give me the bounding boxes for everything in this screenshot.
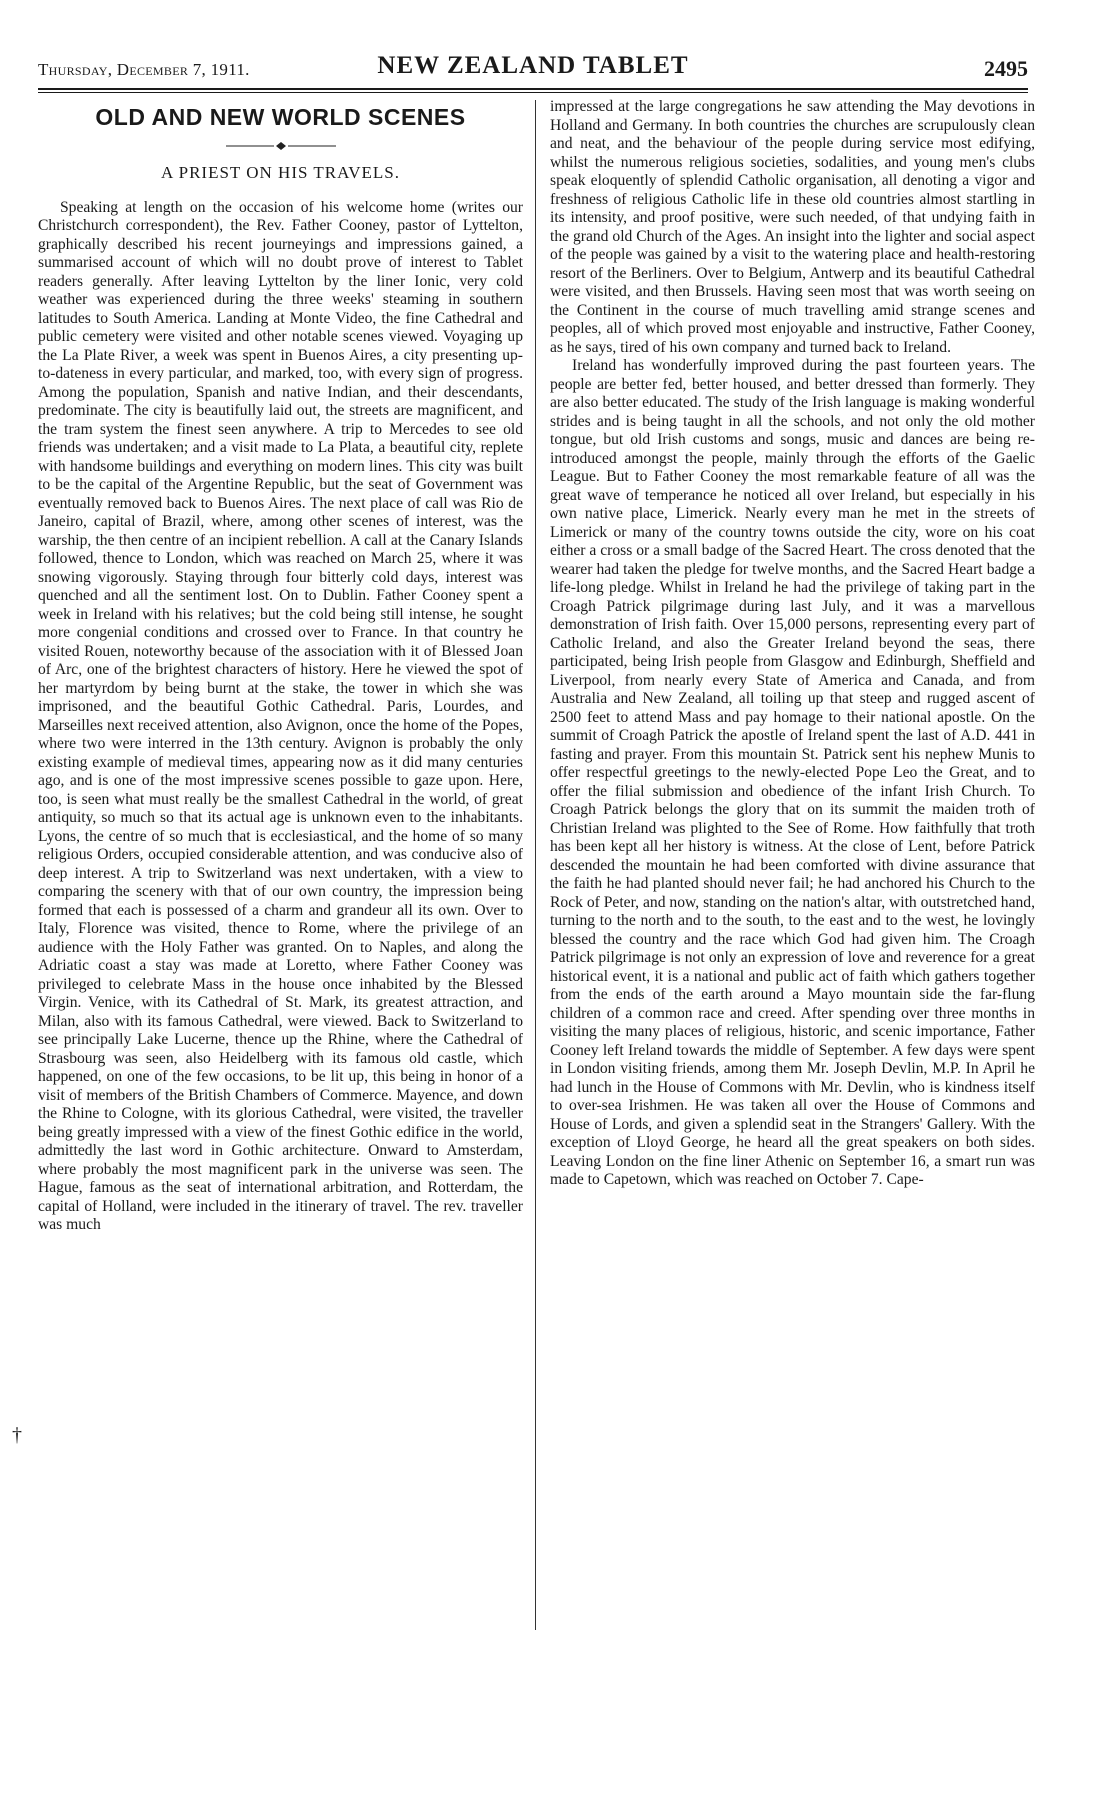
right-column: [550, 98, 1035, 1190]
header-rule-top: [38, 88, 1028, 90]
ornament-rule: [226, 142, 336, 150]
header-page-number: 2495: [984, 56, 1028, 81]
margin-mark: †: [12, 1424, 22, 1446]
header-title: NEW ZEALAND TABLET: [377, 52, 689, 79]
article-subheadline: A PRIEST ON HIS TRAVELS.: [161, 163, 400, 182]
header-date: Thursday, December 7, 1911.: [38, 60, 250, 79]
article-paragraph: impressed at the large congregations he saw attending the May devotions in Holland and Germany. In both countries the churches are scrupulously clean and neat, and the behaviour of the people during service most edifying, whilst the numerous religious societies, sodalities, and young men's clubs speak eloquently of splendid Catholic organisation, all denoting a vigor and freshness of religious Catholic life in these old countries almost startling in its intensity, and proof positive, were such needed, of that undying faith in the grand old Church of the Ages. An insight into the lighter and social aspect of the people was gained by a visit to the watering place and health-restoring resort of the Berliners. Over to Belgium, Antwerp and its beautiful Cathedral were visited, and then Brussels. Having seen most that was worth seeing on the Continent in the course of much travelling amid strange scenes and peoples, all of which proved most enjoyable and instructive, Father Cooney, as he says, tired of his own company and turned back to Ireland.: [550, 98, 1035, 356]
column-divider: [535, 100, 536, 1630]
article-headline: OLD AND NEW WORLD SCENES: [95, 104, 466, 130]
header-rule-bottom: [38, 92, 1028, 93]
page-header: [38, 52, 1028, 86]
article-paragraph: Speaking at length on the occasion of his welcome home (writes our Christchurch correspondent), the Rev. Father Cooney, pastor of Lyttelton, graphically described his recent journeyings and impressions gained, a summarised account of which will no doubt prove of interest to Tablet readers generally. After leaving Lyttelton by the liner Ionic, very cold weather was experienced during the three weeks' steaming in southern latitudes to South America. Landing at Monte Video, the fine Cathedral and public cemetery were visited and other notable scenes viewed. Voyaging up the La Plate River, a week was spent in Buenos Aires, a city presenting up-to-dateness in every particular, and marked, too, with every sign of progress. Among the population, Spanish and native Indian, and their descendants, predominate. The city is beautifully laid out, the streets are magnificent, and the tram system the finest seen anywhere. A trip to Mercedes to see old friends was undertaken; and a visit made to La Plata, a beautiful city, replete with handsome buildings and everything on modern lines. This city was built to be the capital of the Argentine Republic, but the seat of Government was eventually removed back to Buenos Aires. The next place of call was Rio de Janeiro, capital of Brazil, where, among other scenes of interest, was the warship, the then centre of an incipient rebellion. A call at the Canary Islands followed, thence to London, which was reached on March 25, where it was snowing vigorously. Staying through four bitterly cold days, interest was quenched and all the sentiment lost. On to Dublin. Father Cooney spent a week in Ireland with his relatives; but the cold being still intense, he sought more congenial conditions and crossed over to France. In that country he visited Rouen, noteworthy because of the association with it of Blessed Joan of Arc, one of the brightest characters of history. Here he viewed the spot of her martyrdom by being burnt at the stake, the tower in which she was imprisoned, and the beautiful Gothic Cathedral. Paris, Lourdes, and Marseilles next received attention, also Avignon, once the home of the Popes, where two were interred in the 13th century. Avignon is probably the only existing example of medieval times, appearing now as it did many centuries ago, and is one of the most impressive scenes possible to gaze upon. Here, too, is seen what must really be the smallest Cathedral in the world, of great antiquity, so much so that its actual age is unknown even to the inhabitants. Lyons, the centre of so much that is ecclesiastical, and the home of so many religious Orders, occupied considerable attention, and was conducive also of deep interest. A trip to Switzerland was next undertaken, with a view to comparing the scenery with that of our own country, the impression being formed that each is possessed of a charm and grandeur all its own. Over to Italy, Florence was visited, thence to Rome, where the privilege of an audience with the Holy Father was granted. On to Naples, and along the Adriatic coast a stay was made at Loretto, where Father Cooney was privileged to celebrate Mass in the house once inhabited by the Blessed Virgin. Venice, with its Cathedral of St. Mark, its greatest attraction, and Milan, also with its famous Cathedral, were viewed. Back to Switzerland to see principally Lake Lucerne, thence up the Rhine, where the Cathedral of Strasbourg was seen, also Heidelberg with its famous old castle, which happened, on one of the few occasions, to be lit up, this being in honor of a visit of members of the British Chambers of Commerce. Mayence, and down the Rhine to Cologne, with its glorious Cathedral, were visited, the traveller being greatly impressed with a view of the finest Gothic edifice in the world, admittedly the last word in Gothic architecture. Onward to Amsterdam, where probably the most magnificent park in the universe was seen. The Hague, famous as the seat of international arbitration, and Rotterdam, the capital of Holland, were included in the itinerary of travel. The rev. traveller was much: [38, 198, 523, 1233]
left-column: [38, 104, 523, 1235]
article-paragraph: Ireland has wonderfully improved during the past fourteen years. The people are better fed, better housed, and better dressed than formerly. They are also better educated. The study of the Irish language is making wonderful strides and is being taught in all the schools, and not only the old mother tongue, but old Irish customs and songs, music and dances are being re-introduced amongst the people, mainly through the efforts of the Gaelic League. But to Father Cooney the most remarkable feature of all was the great wave of temperance he noticed all over Ireland, but especially in his own native place, Limerick. Nearly every man he met in the streets of Limerick or many of the country towns outside the city, wore on his coat either a cross or a small badge of the Sacred Heart. The cross denoted that the wearer had taken the pledge for twelve months, and the Sacred Heart badge a life-long pledge. Whilst in Ireland he had the privilege of taking part in the Croagh Patrick pilgrimage during last July, and it was a marvellous demonstration of Irish faith. Over 15,000 persons, representing every part of Catholic Ireland, and also the Greater Ireland beyond the seas, there participated, being Irish people from Glasgow and Edinburgh, Sheffield and Liverpool, from nearly every State of America and Canada, and from Australia and New Zealand, all toiling up that steep and rugged ascent of 2500 feet to attend Mass and pay homage to their national apostle. On the summit of Croagh Patrick the apostle of Ireland spent the last of A.D. 441 in fasting and prayer. From this mountain St. Patrick sent his nephew Munis to offer respectful greetings to the newly-elected Pope Leo the Great, and to offer the filial submission and obedience of the infant Irish Church. To Croagh Patrick belongs the glory that on its summit the maiden troth of Christian Ireland was plighted to the See of Rome. How faithfully that troth has been kept all her history is witness. At the close of Lent, before Patrick descended the mountain he had been comforted with divine assurance that the faith he had planted should never fail; he had anchored his Church to the Rock of Peter, and now, standing on the nation's altar, with outstretched hand, turning to the north and to the south, to the east and to the west, he lovingly blessed the country and the race which God had given him. The Croagh Patrick pilgrimage is not only an expression of love and reverence for a great historical event, it is a national and public act of faith which gathers together from the ends of the earth around a Mayo mountain side the far-flung children of a common race and creed. After spending over three months in visiting the many places of religious, historic, and scenic importance, Father Cooney left Ireland towards the middle of September. A few days were spent in London visiting friends, among them Mr. Joseph Devlin, M.P. In April he had lunch in the House of Commons with Mr. Devlin, who is kindness itself to over-sea Irishmen. He was taken all over the House of Commons and House of Lords, and given a splendid seat in the Strangers' Gallery. With the exception of Lloyd George, he heard all the great speakers on both sides. Leaving London on the fine liner Athenic on September 16, a smart run was made to Capetown, which was reached on October 7. Cape-: [550, 357, 1035, 1188]
